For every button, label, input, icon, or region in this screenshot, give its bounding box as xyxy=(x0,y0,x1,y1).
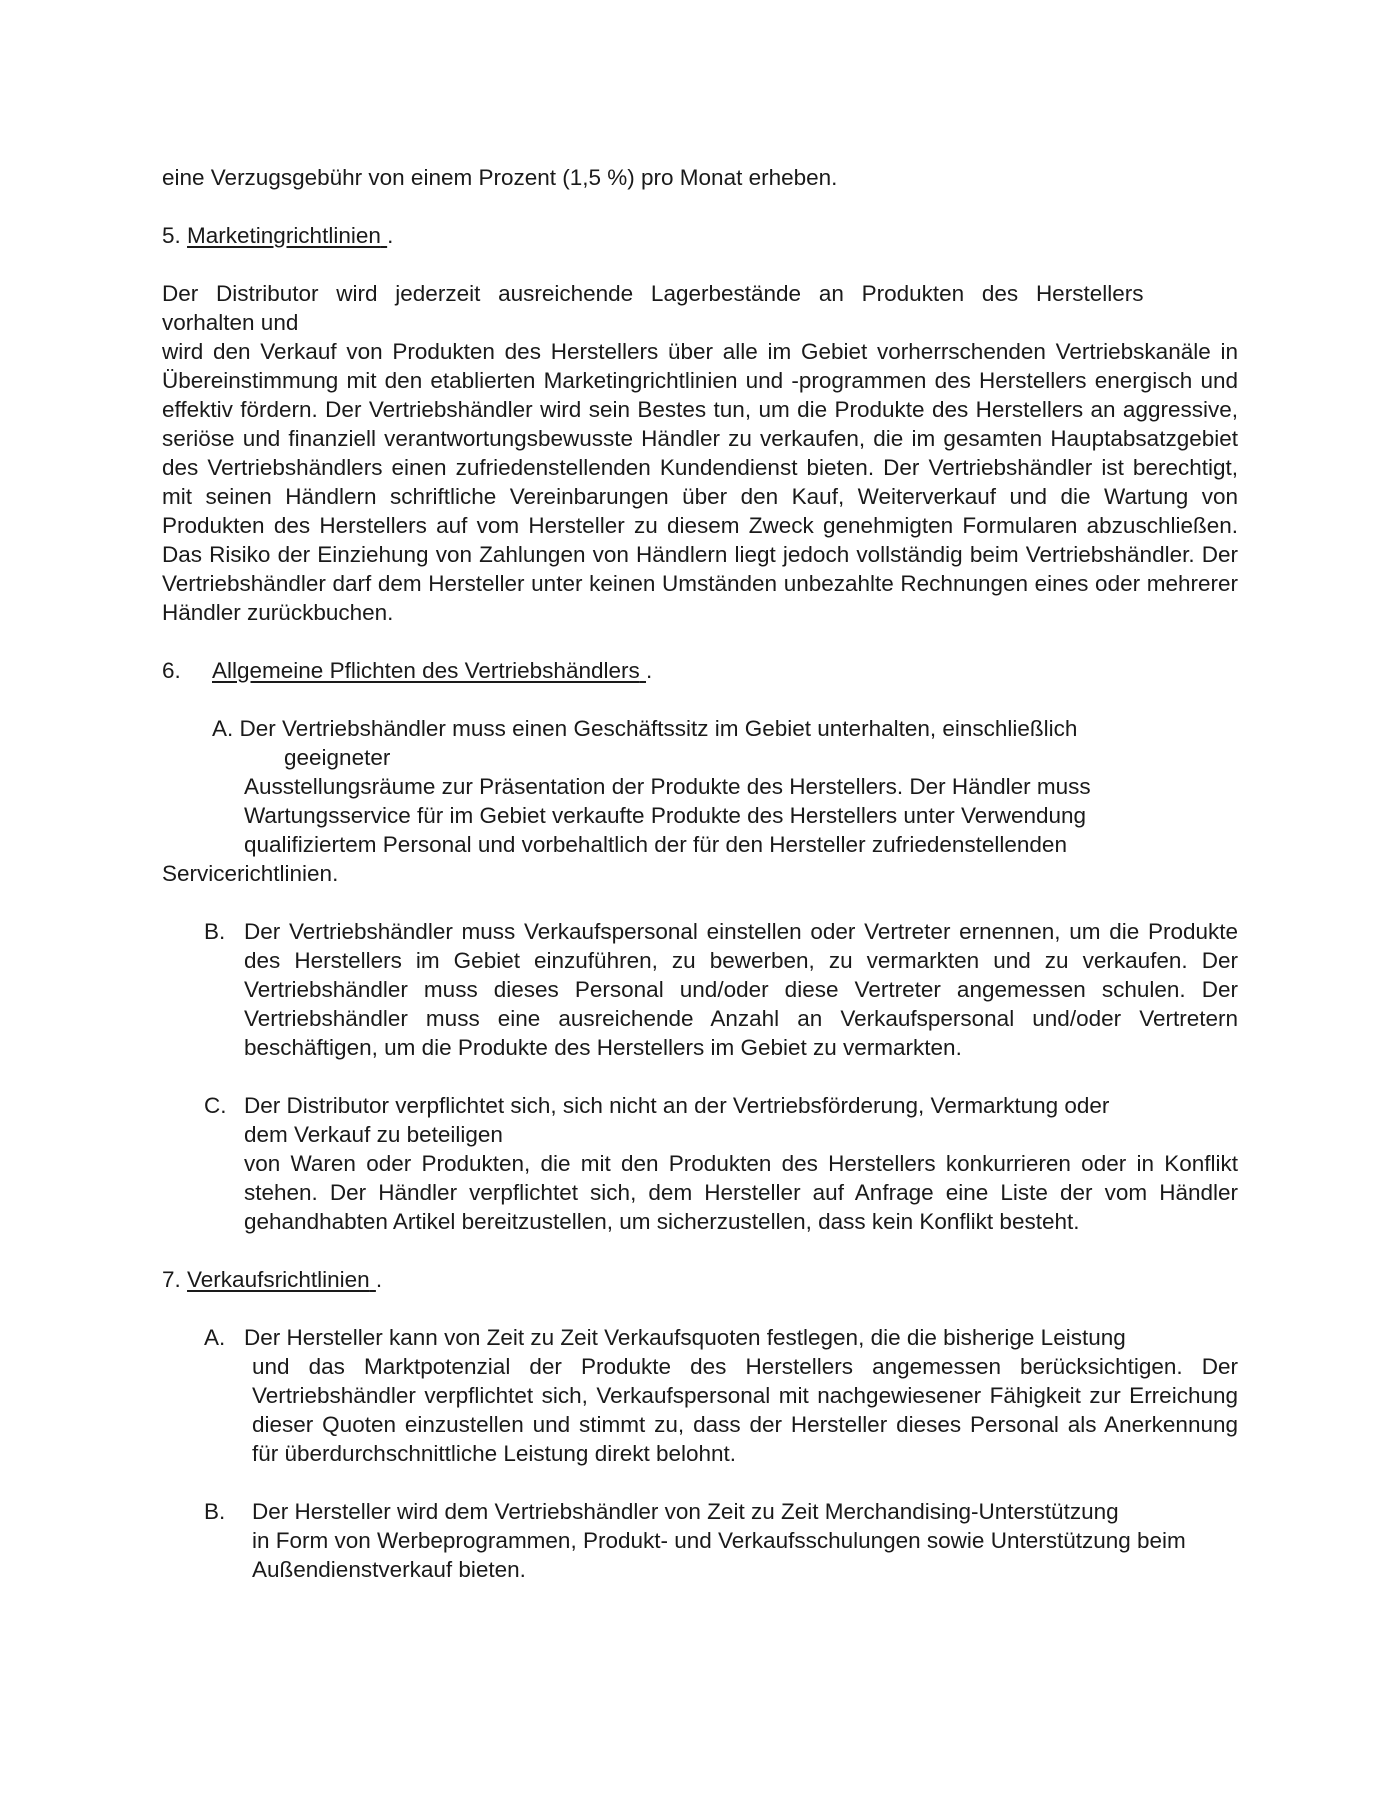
intro-line: eine Verzugsgebühr von einem Prozent (1,5 %) pro Monat erheben. xyxy=(162,165,838,190)
item-6a-letter: A. xyxy=(212,716,234,741)
item-6a-line1: Der Vertriebshändler muss einen Geschäftssitz im Gebiet unterhalten, einschließlich xyxy=(239,716,1078,741)
item-7b-line1: Der Hersteller wird dem Vertriebshändler von Zeit zu Zeit Merchandising-Unterstützung xyxy=(252,1499,1119,1524)
section-5-punct: . xyxy=(387,223,394,248)
item-6a-line5: qualifiziertem Personal und vorbehaltlich der für den Hersteller zufriedenstellenden xyxy=(244,832,1067,857)
item-6b-letter: B. xyxy=(204,919,226,944)
item-6c-line2: dem Verkauf zu beteiligen xyxy=(244,1122,503,1147)
section-5-number: 5. xyxy=(162,223,181,248)
item-6a-line2: geeigneter xyxy=(284,745,391,770)
item-7b-text: in Form von Werbeprogrammen, Produkt- und Verkaufsschulungen sowie Unterstützung beim Außendienstverkauf bieten. xyxy=(252,1528,1186,1582)
section-7-item-a xyxy=(162,1323,1238,1468)
section-5-body: wird den Verkauf von Produkten des Herstellers über alle im Gebiet vorherrschenden Vertriebskanäle in Übereinstimmung mit den etablierten Marketingrichtlinien und -programmen des Herstellers energisch und effektiv fördern. Der Vertriebshändler wird sein Bestes tun, um die Produkte des Herstellers an aggressive, seriöse und finanziell verantwortungsbewusste Händler zu verkaufen, die im gesamten Hauptabsatzgebiet des Vertriebshändlers einen zufriedenstellenden Kundendienst bieten. Der Vertriebshändler ist berechtigt, mit seinen Händlern schriftliche Vereinbarungen über den Kauf, Weiterverkauf und die Wartung von Produkten des Herstellers auf vom Hersteller zu diesem Zweck genehmigten Formularen abzuschließen. Das Risiko der Einziehung von Zahlungen von Händlern liegt jedoch vollständig beim Vertriebshändler. Der Vertriebshändler darf dem Hersteller unter keinen Umständen unbezahlte Rechnungen eines oder mehrerer Händler zurückbuchen. xyxy=(162,339,1238,625)
item-7a-letter: A. xyxy=(204,1325,226,1350)
item-6c-text: von Waren oder Produkten, die mit den Produkten des Herstellers konkurrieren oder in Konflikt stehen. Der Händler verpflichtet sich, dem Hersteller auf Anfrage eine Liste der vom Händler gehandhabten Artikel bereitzustellen, um sicherzustellen, dass kein Konflikt besteht. xyxy=(244,1151,1238,1234)
section-7-heading xyxy=(162,1265,1238,1294)
section-6-item-c xyxy=(162,1091,1238,1236)
document-page xyxy=(162,163,1238,1584)
section-7-punct: . xyxy=(375,1267,383,1292)
item-6c-letter: C. xyxy=(204,1093,227,1118)
section-5-heading xyxy=(162,221,1238,250)
section-6-item-a xyxy=(162,714,1238,888)
section-5-line1: Der Distributor wird jederzeit ausreichende Lagerbestände an Produkten des Herstellers xyxy=(162,281,1144,306)
item-6a-line3: Ausstellungsräume zur Präsentation der Produkte des Herstellers. Der Händler muss xyxy=(244,774,1091,799)
item-7a-line1: Der Hersteller kann von Zeit zu Zeit Verkaufsquoten festlegen, die die bisherige Leistung xyxy=(244,1325,1126,1350)
item-6a-line4: Wartungsservice für im Gebiet verkaufte Produkte des Herstellers unter Verwendung xyxy=(244,803,1087,828)
section-6-item-b xyxy=(162,917,1238,1062)
item-6a-line6: Servicerichtlinien. xyxy=(162,861,339,886)
section-7-title: Verkaufsrichtlinien xyxy=(187,1267,370,1292)
section-5-title: Marketingrichtlinien xyxy=(187,223,381,248)
section-6-heading xyxy=(162,656,1238,685)
section-5-line2: vorhalten und xyxy=(162,310,299,335)
item-7b-letter: B. xyxy=(204,1499,226,1524)
section-6-title: Allgemeine Pflichten des Vertriebshändlers xyxy=(212,658,640,683)
section-6-number: 6. xyxy=(162,658,181,683)
section-6-punct: . xyxy=(646,658,653,683)
section-7-number: 7. xyxy=(162,1267,181,1292)
item-6c-line1: Der Distributor verpflichtet sich, sich nicht an der Vertriebsförderung, Vermarktung oder xyxy=(244,1093,1110,1118)
item-7a-text: und das Marktpotenzial der Produkte des Herstellers angemessen berücksichtigen. Der Vertriebshändler verpflichtet sich, Verkaufspersonal mit nachgewiesener Fähigkeit zur Erreichung dieser Quoten einzustellen und stimmt zu, dass der Hersteller dieses Personal als Anerkennung für überdurchschnittliche Leistung direkt belohnt. xyxy=(252,1354,1238,1466)
item-6b-text: Der Vertriebshändler muss Verkaufspersonal einstellen oder Vertreter ernennen, um die Produkte des Herstellers im Gebiet einzuführen, zu bewerben, zu vermarkten und zu verkaufen. Der Vertriebshändler muss dieses Personal und/oder diese Vertreter angemessen schulen. Der Vertriebshändler muss eine ausreichende Anzahl an Verkaufspersonal und/oder Vertretern beschäftigen, um die Produkte des Herstellers im Gebiet zu vermarkten. xyxy=(244,919,1238,1060)
section-7-item-b xyxy=(162,1497,1238,1584)
